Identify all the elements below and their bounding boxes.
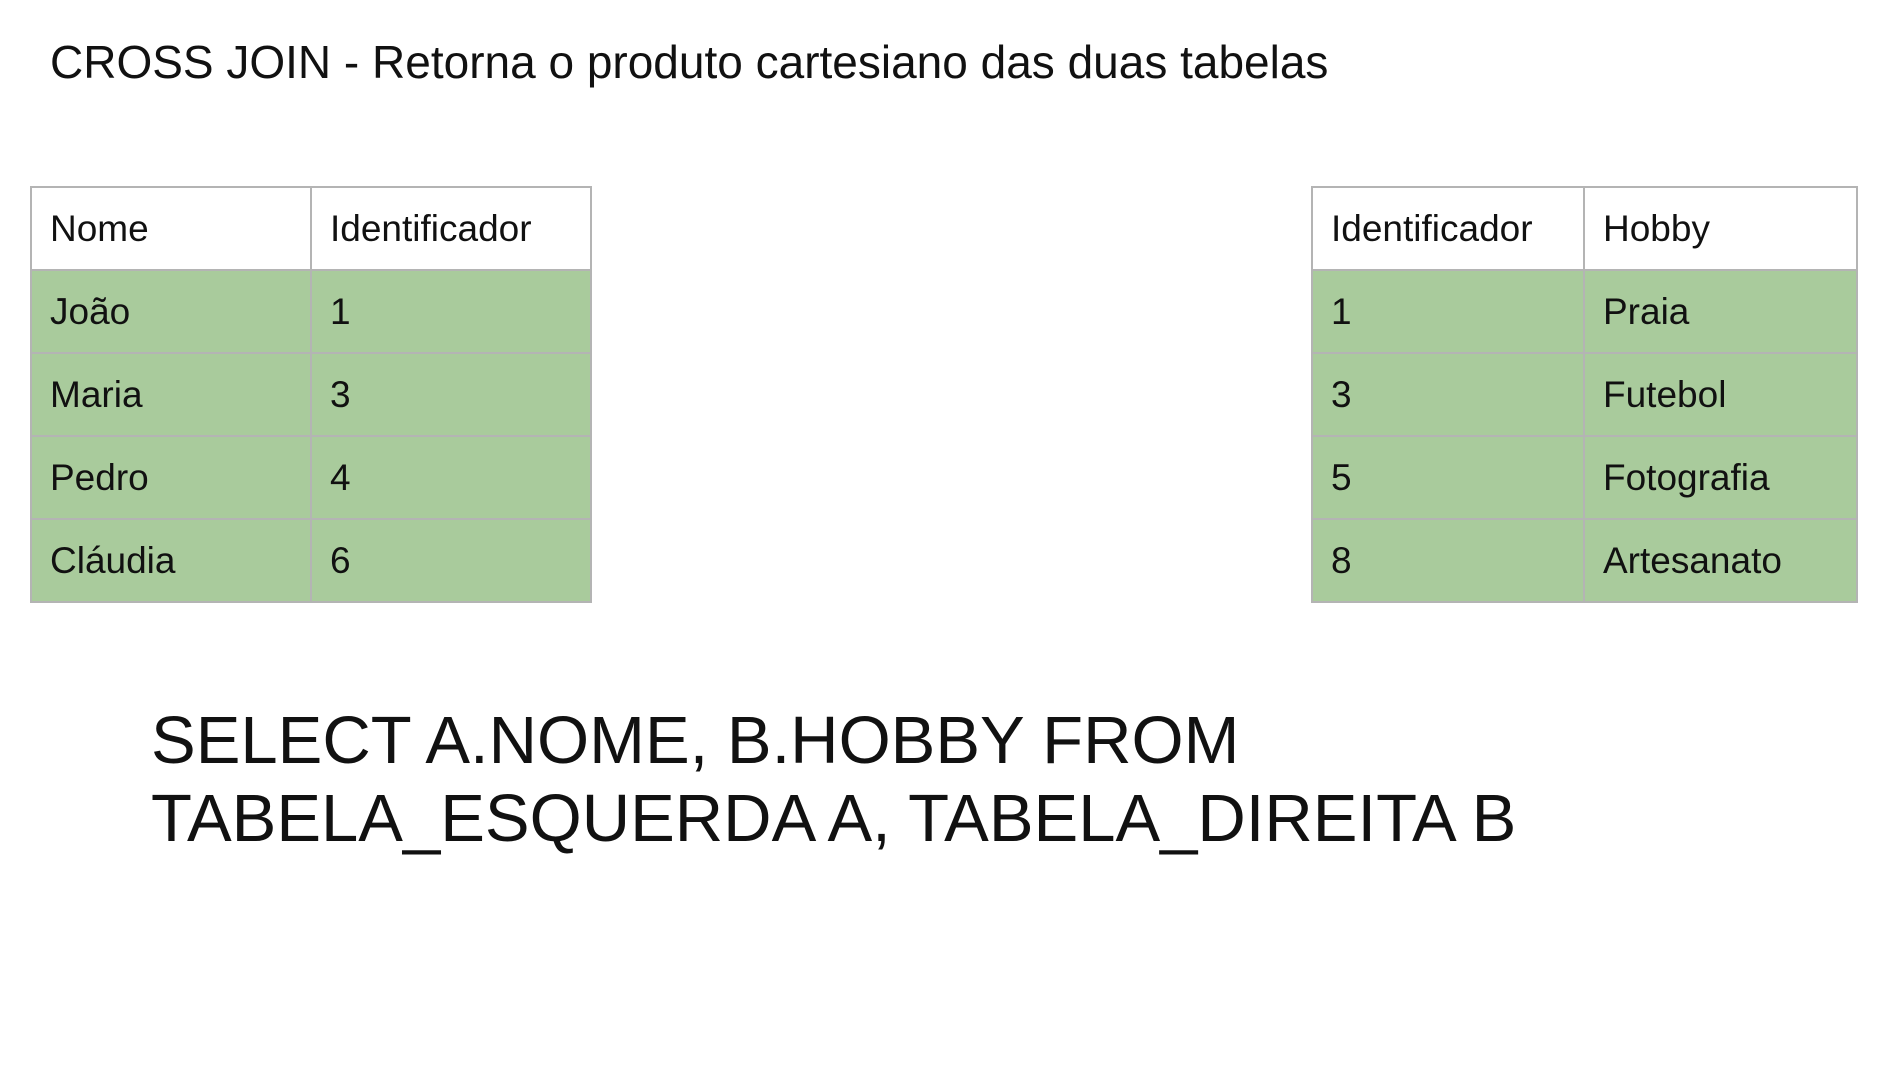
table-row <box>31 353 591 436</box>
table-row <box>1312 436 1857 519</box>
header-cell-identificador: Identificador <box>311 187 591 270</box>
left-table <box>30 186 592 603</box>
table-header-row <box>31 187 591 270</box>
table-cell: Cláudia <box>31 519 311 602</box>
table-cell: 3 <box>1312 353 1584 436</box>
table-cell: Maria <box>31 353 311 436</box>
table-row <box>31 270 591 353</box>
header-cell-hobby: Hobby <box>1584 187 1857 270</box>
table-cell: 4 <box>311 436 591 519</box>
table-header-row <box>1312 187 1857 270</box>
table-cell: João <box>31 270 311 353</box>
table-cell: 1 <box>1312 270 1584 353</box>
table-cell: 6 <box>311 519 591 602</box>
right-table <box>1311 186 1858 603</box>
header-cell-identificador: Identificador <box>1312 187 1584 270</box>
slide-title: CROSS JOIN - Retorna o produto cartesiano das duas tabelas <box>50 36 1329 88</box>
table-cell: Pedro <box>31 436 311 519</box>
table-row <box>1312 519 1857 602</box>
table-cell: Artesanato <box>1584 519 1857 602</box>
table-row <box>1312 353 1857 436</box>
table-row <box>1312 270 1857 353</box>
table-cell: 3 <box>311 353 591 436</box>
table-row <box>31 436 591 519</box>
table-cell: Futebol <box>1584 353 1857 436</box>
sql-query <box>151 702 1516 858</box>
table-cell: Fotografia <box>1584 436 1857 519</box>
table-row <box>31 519 591 602</box>
table-cell: 8 <box>1312 519 1584 602</box>
table-cell: 5 <box>1312 436 1584 519</box>
sql-query-line: TABELA_ESQUERDA A, TABELA_DIREITA B <box>151 781 1517 856</box>
table-cell: 1 <box>311 270 591 353</box>
header-cell-nome: Nome <box>31 187 311 270</box>
table-cell: Praia <box>1584 270 1857 353</box>
sql-query-line: SELECT A.NOME, B.HOBBY FROM <box>151 703 1240 778</box>
